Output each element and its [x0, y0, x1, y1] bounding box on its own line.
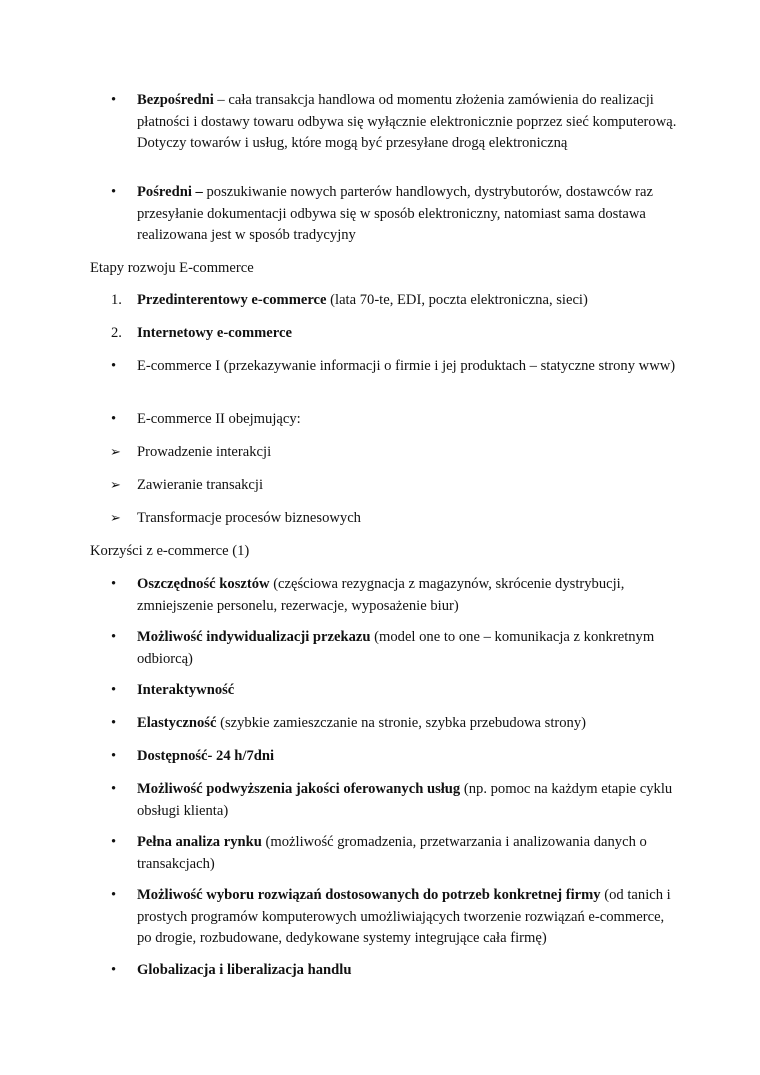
item-text: (szybkie zamieszczanie na stronie, szybka przebudowa strony): [216, 715, 587, 731]
arrow-bullet-icon: ➢: [110, 511, 121, 526]
item-text: poszukiwanie nowych parterów handlowych, dystrybutorów, dostawców raz przesyłanie dokumentacji odbywa się w sposób elektroniczny, natomiast sama dostawa realizowana jest w sposób tradycyjny: [137, 184, 653, 243]
bullet-marker: •: [111, 411, 117, 427]
bullet-marker: •: [111, 834, 117, 850]
number-marker: 1.: [111, 292, 122, 308]
list-item: [137, 832, 677, 875]
item-bold: Możliwość indywidualizacji przekazu: [137, 629, 371, 645]
item-text: (model one to one – komunikacja z konkretnym odbiorcą): [137, 629, 655, 667]
item-bold: Oszczędność kosztów: [137, 576, 270, 592]
bullet-marker: •: [111, 629, 117, 645]
item-bold: Interaktywność: [137, 682, 235, 698]
arrow-bullet-icon: ➢: [110, 478, 121, 493]
arrow-bullet-icon: ➢: [110, 445, 121, 460]
list-item: [137, 290, 677, 312]
item-text: – cała transakcja handlowa od momentu złożenia zamówienia do realizacji płatności i dostawy towaru odbywa się wyłącznie elektronicznie poprzez sieć komputerową. Dotyczy towarów i usług, które mogą być przesyłane drogą elektroniczną: [137, 92, 677, 151]
list-item: [137, 713, 677, 735]
bullet-marker: •: [111, 92, 117, 108]
bullet-marker: •: [111, 358, 117, 374]
item-bold: Bezpośredni: [137, 92, 214, 108]
list-item: Transformacje procesów biznesowych: [137, 510, 361, 526]
item-text: (lata 70-te, EDI, poczta elektroniczna, sieci): [326, 292, 588, 308]
list-item: [137, 960, 677, 982]
item-text: (możliwość gromadzenia, przetwarzania i analizowania danych o transakcjach): [137, 834, 647, 872]
bullet-marker: •: [111, 887, 117, 903]
bullet-marker: •: [111, 748, 117, 764]
list-item: [137, 90, 677, 155]
list-item: [137, 885, 677, 950]
section-heading: Korzyści z e-commerce (1): [90, 543, 250, 559]
list-item: Zawieranie transakcji: [137, 477, 264, 493]
bullet-marker: •: [111, 576, 117, 592]
item-bold: Pełna analiza rynku: [137, 834, 262, 850]
item-text: (od tanich i prostych programów komputerowych umożliwiających tworzenie rozwiązań e-commerce, po drogie, rozbudowane, dedykowane systemy integrujące cała firmę): [137, 887, 671, 946]
list-item: [137, 627, 677, 670]
item-bold: Dostępność- 24 h/7dni: [137, 748, 275, 764]
bullet-marker: •: [111, 962, 117, 978]
list-item: E-commerce I (przekazywanie informacji o firmie i jej produktach – statyczne strony www): [137, 358, 676, 374]
list-item: [137, 574, 677, 617]
list-item: Prowadzenie interakcji: [137, 444, 272, 460]
list-item: [137, 680, 677, 702]
item-text: (np. pomoc na każdym etapie cyklu obsługi klienta): [137, 781, 673, 819]
list-item: [137, 779, 677, 822]
item-bold: Elastyczność: [137, 715, 217, 731]
section-heading: Etapy rozwoju E-commerce: [90, 260, 254, 276]
list-item: [137, 182, 677, 247]
item-bold: Internetowy e-commerce: [137, 325, 292, 341]
list-item: [137, 746, 677, 768]
item-bold: Przedinterentowy e-commerce: [137, 292, 327, 308]
item-text: (częściowa rezygnacja z magazynów, skrócenie dystrybucji, zmniejszenie personelu, rezerwacje, wyposażenie biur): [137, 576, 625, 614]
bullet-marker: •: [111, 781, 117, 797]
item-bold: Globalizacja i liberalizacja handlu: [137, 962, 352, 978]
bullet-marker: •: [111, 715, 117, 731]
bullet-marker: •: [111, 184, 117, 200]
list-item: E-commerce II obejmujący:: [137, 411, 301, 427]
list-item: [137, 323, 677, 345]
number-marker: 2.: [111, 325, 122, 341]
item-bold: Możliwość wyboru rozwiązań dostosowanych do potrzeb konkretnej firmy: [137, 887, 601, 903]
bullet-marker: •: [111, 682, 117, 698]
item-bold: Pośredni –: [137, 184, 203, 200]
item-bold: Możliwość podwyższenia jakości oferowanych usług: [137, 781, 461, 797]
